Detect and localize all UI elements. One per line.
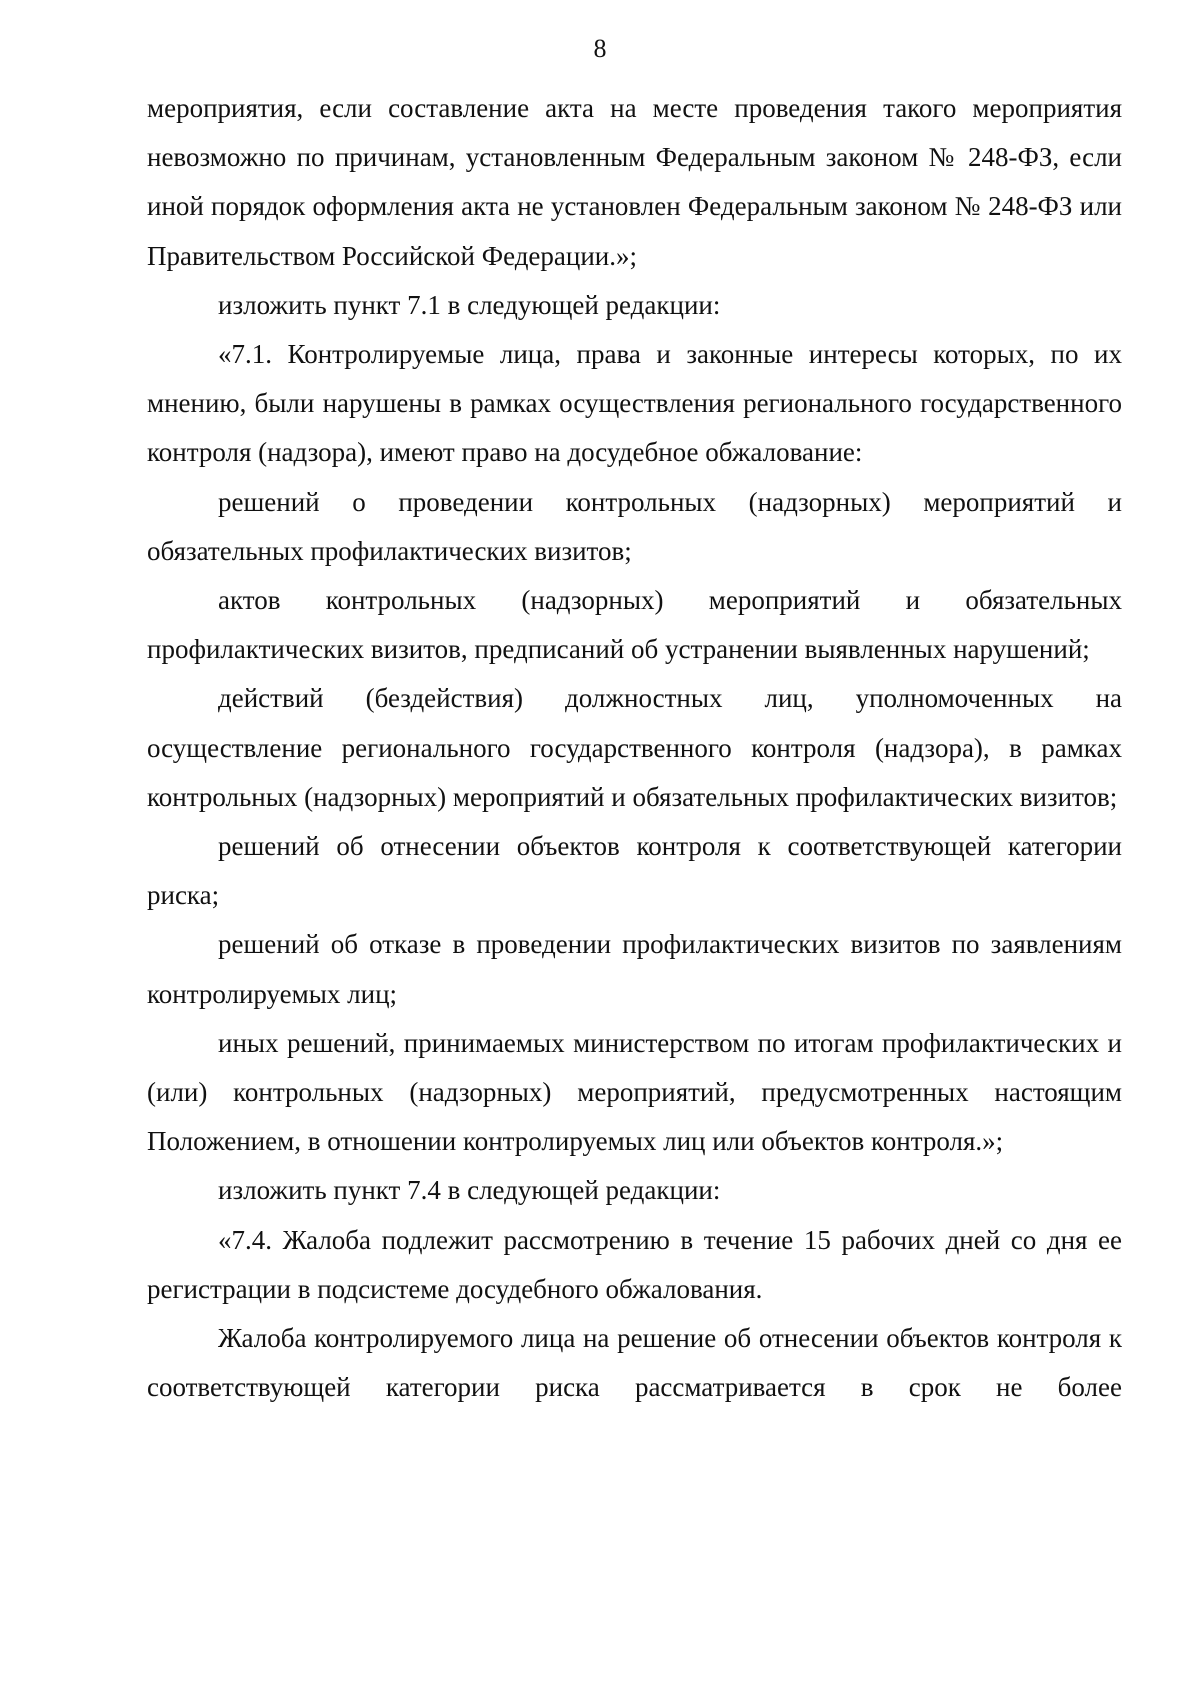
document-text <box>147 84 1122 1412</box>
paragraph-item-7-1: «7.1. Контролируемые лица, права и законные интересы которых, по их мнению, были нарушены в рамках осуществления регионального государственного контроля (надзора), имеют право на досудебное обжалование: <box>147 339 1122 468</box>
paragraph-list-other-decisions: иных решений, принимаемых министерством по итогам профилактических и (или) контрольных (надзорных) мероприятий, предусмотренных настоящим Положением, в отношении контролируемых лиц или объектов контроля.»; <box>147 1027 1122 1157</box>
page-number: 8 <box>593 34 607 63</box>
paragraph-item-7-4: «7.4. Жалоба подлежит рассмотрению в течение 15 рабочих дней со дня ее регистрации в подсистеме досудебного обжалования. <box>147 1224 1122 1304</box>
paragraph-continuation: мероприятия, если составление акта на месте проведения такого мероприятия невозможно по причинам, установленным Федеральным законом № 248-ФЗ, если иной порядок оформления акта не установлен Федеральным законом № 248-ФЗ или Правительством Российской Федерации.»; <box>147 93 1122 271</box>
paragraph-amend-7-1-intro: изложить пункт 7.1 в следующей редакции: <box>218 289 721 320</box>
paragraph-list-refusal-visits: решений об отказе в проведении профилактических визитов по заявлениям контролируемых лиц; <box>147 929 1122 1009</box>
paragraph-list-actions-officials: действий (бездействия) должностных лиц, уполномоченных на осуществление регионального государственного контроля (надзора), в рамках контрольных (надзорных) мероприятий и обязательных профилактических визитов; <box>147 683 1122 812</box>
paragraph-amend-7-4-intro: изложить пункт 7.4 в следующей редакции: <box>218 1175 721 1206</box>
paragraph-complaint-risk-category: Жалоба контролируемого лица на решение об отнесении объектов контроля к соответствующей категории риска рассматривается в срок не более <box>147 1323 1122 1403</box>
paragraph-list-decisions-inspections: решений о проведении контрольных (надзорных) мероприятий и обязательных профилактических визитов; <box>147 486 1122 566</box>
paragraph-list-acts: актов контрольных (надзорных) мероприятий и обязательных профилактических визитов, предписаний об устранении выявленных нарушений; <box>147 585 1122 665</box>
paragraph-list-risk-category: решений об отнесении объектов контроля к соответствующей категории риска; <box>147 831 1122 911</box>
